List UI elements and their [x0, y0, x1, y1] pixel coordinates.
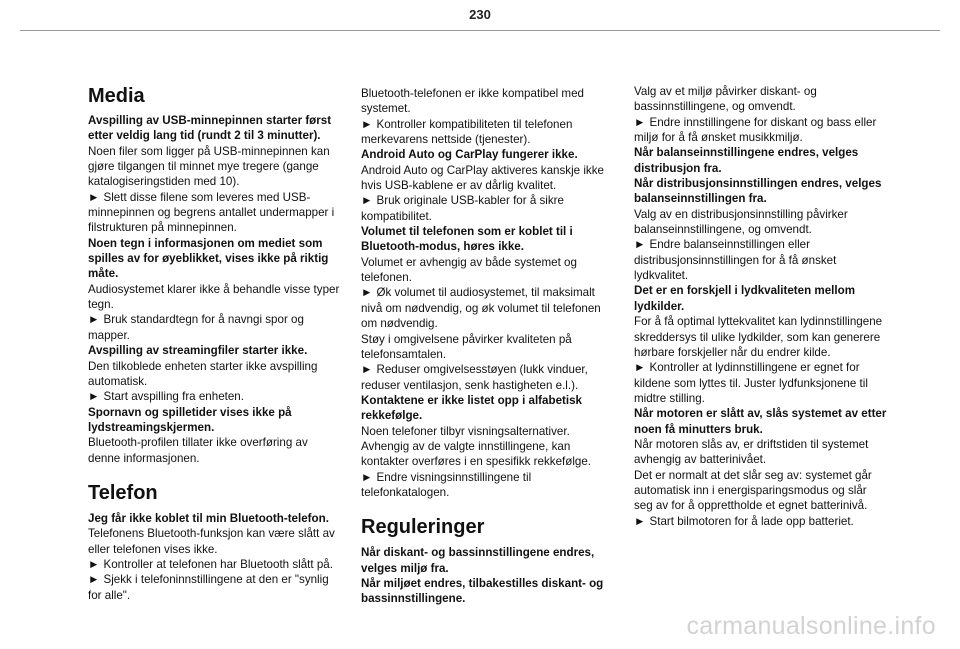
action-text: Øk volumet til audiosystemet, til maksimalt nivå om nødvendig, og øk volumet til telefonen om nødvendig. — [361, 286, 601, 331]
action-text: Slett disse filene som leveres med USB-minnepinnen og begrens antallet undermapper i filstrukturen på minnepinnen. — [88, 190, 335, 235]
action-item — [88, 572, 341, 603]
question-heading: Det er en forskjell i lydkvaliteten mellom lydkilder. — [634, 284, 856, 313]
arrow-right-icon: ► — [634, 115, 646, 129]
arrow-right-icon: ► — [361, 194, 373, 208]
action-text: Endre innstillingene for diskant og bass eller miljø for å få ønsket musikkmiljø. — [634, 115, 877, 145]
arrow-right-icon: ► — [361, 117, 373, 131]
question-heading: Avspilling av streamingfiler starter ikke. — [88, 344, 308, 358]
action-item — [88, 190, 341, 236]
action-item — [361, 285, 614, 331]
question-heading: Jeg får ikke koblet til min Bluetooth-telefon. — [88, 511, 329, 525]
action-item — [361, 193, 614, 224]
action-item — [361, 362, 614, 393]
column-1 — [88, 84, 341, 603]
action-text: Bruk standardtegn for å navngi spor og mapper. — [88, 313, 304, 342]
action-text: Start avspilling fra enheten. — [103, 390, 244, 404]
question-heading: Android Auto og CarPlay fungerer ikke. — [361, 148, 578, 162]
question-heading: Når miljøet endres, tilbakestilles diskant- og bassinnstillingene. — [361, 576, 604, 606]
body-text: Når motoren slås av, er driftstiden til systemet avhengig av batterinivået. — [634, 437, 869, 467]
action-item — [361, 470, 614, 501]
question-heading: Noen tegn i informasjonen om mediet som spilles av for øyeblikket, vises ikke på riktig måte. — [88, 236, 329, 281]
arrow-right-icon: ► — [634, 361, 646, 375]
telefon-continued-paragraphs — [361, 86, 614, 500]
body-text: For å få optimal lyttekvalitet kan lydinnstillingene skreddersys til ulike lydkilder, som kan generere hørbare forskjeller når du endrer kilde. — [634, 315, 883, 359]
action-text: Endre visningsinnstillingene til telefonkatalogen. — [361, 470, 532, 499]
action-text: Kontroller at telefonen har Bluetooth slått på. — [103, 557, 333, 571]
action-text: Start bilmotoren for å lade opp batteriet. — [649, 514, 854, 528]
telefon-paragraphs — [88, 511, 341, 603]
action-item — [88, 557, 341, 572]
arrow-right-icon: ► — [88, 313, 100, 327]
action-item — [361, 117, 614, 148]
section-heading-media: Media — [88, 85, 145, 107]
body-text: Noen telefoner tilbyr visningsalternativer. Avhengig av de valgte innstillingene, kan kontakter overføres i en spesifikk rekkefølge. — [361, 424, 592, 469]
action-item — [88, 389, 341, 404]
body-text: Audiosystemet klarer ikke å behandle visse typer tegn. — [88, 282, 340, 312]
body-text: Valg av en distribusjonsinnstilling påvirker balanseinnstillingene, og omvendt. — [634, 207, 848, 237]
body-text: Volumet er avhengig av både systemet og telefonen. — [361, 255, 577, 285]
action-text: Kontroller at lydinnstillingene er egnet for kildene som lyttes til. Juster lydfunksjonene til midtre stilling. — [634, 361, 868, 405]
body-text: Den tilkoblede enheten starter ikke avspilling automatisk. — [88, 359, 318, 388]
arrow-right-icon: ► — [88, 390, 100, 404]
arrow-right-icon: ► — [634, 514, 646, 528]
section-heading-reguleringer: Reguleringer — [361, 516, 485, 539]
action-item — [88, 312, 341, 343]
question-heading: Når balanseinnstillingene endres, velges distribusjon fra. — [634, 146, 859, 175]
body-text: Android Auto og CarPlay aktiveres kanskje ikke hvis USB-kablene er av dårlig kvalitet. — [361, 163, 604, 193]
body-text: Bluetooth-profilen tillater ikke overføring av denne informasjonen. — [88, 436, 308, 465]
action-text: Kontroller kompatibiliteten til telefonen merkevarens nettside (tjenester). — [361, 117, 573, 147]
action-item — [634, 360, 887, 406]
watermark: carmanualsonline.info — [686, 612, 936, 640]
question-heading: Når distribusjonsinnstillingen endres, velges balanseinnstillingen fra. — [634, 177, 882, 206]
action-item — [634, 237, 887, 283]
body-text: Bluetooth-telefonen er ikke kompatibel med systemet. — [361, 87, 584, 116]
question-heading: Når motoren er slått av, slås systemet av etter noen få minutters bruk. — [634, 407, 887, 436]
action-text: Endre balanseinnstillingen eller distribusjonsinnstillingen for å få ønsket lydkvalitet. — [634, 238, 837, 283]
action-text: Bruk originale USB-kabler for å sikre kompatibilitet. — [361, 194, 564, 223]
header-divider — [20, 30, 940, 31]
question-heading: Spornavn og spilletider vises ikke på lydstreamingskjermen. — [88, 405, 292, 434]
action-item — [634, 514, 887, 529]
arrow-right-icon: ► — [88, 190, 100, 204]
body-text: Noen filer som ligger på USB-minnepinnen kan gjøre tilgangen til minnet mye tregere (gange katalogiseringstiden med 10). — [88, 144, 330, 189]
reguleringer-paragraphs — [361, 545, 614, 606]
arrow-right-icon: ► — [361, 286, 373, 300]
body-text: Det er normalt at det slår seg av: systemet går automatisk inn i energisparingsmodus og slår seg av for å opprettholde et egnet batterinivå. — [634, 468, 872, 513]
body-text: Telefonens Bluetooth-funksjon kan være slått av eller telefonen vises ikke. — [88, 527, 335, 556]
action-text: Reduser omgivelsesstøyen (lukk vinduer, reduser ventilasjon, senk hastigheten e.l.). — [361, 363, 588, 392]
section-heading-telefon: Telefon — [88, 481, 158, 504]
body-text: Valg av et miljø påvirker diskant- og bassinnstillingene, og omvendt. — [634, 85, 817, 114]
body-text: Støy i omgivelsene påvirker kvaliteten på telefonsamtalen. — [361, 332, 572, 361]
question-heading: Når diskant- og bassinnstillingene endres, velges miljø fra. — [361, 546, 595, 575]
question-heading: Kontaktene er ikke listet opp i alfabetisk rekkefølge. — [361, 393, 582, 423]
column-3 — [634, 84, 887, 529]
reguleringer-continued-paragraphs — [634, 84, 887, 529]
column-2 — [361, 86, 614, 607]
action-item — [634, 115, 887, 146]
arrow-right-icon: ► — [361, 470, 373, 484]
question-heading: Avspilling av USB-minnepinnen starter først etter veldig lang tid (rundt 2 til 3 minutter). — [88, 114, 332, 143]
arrow-right-icon: ► — [634, 238, 646, 252]
media-paragraphs — [88, 113, 341, 466]
arrow-right-icon: ► — [88, 573, 100, 587]
page-number: 230 — [469, 7, 491, 22]
arrow-right-icon: ► — [88, 557, 100, 571]
question-heading: Volumet til telefonen som er koblet til i Bluetooth-modus, høres ikke. — [361, 225, 573, 254]
arrow-right-icon: ► — [361, 363, 373, 377]
action-text: Sjekk i telefoninnstillingene at den er "synlig for alle". — [88, 573, 329, 602]
